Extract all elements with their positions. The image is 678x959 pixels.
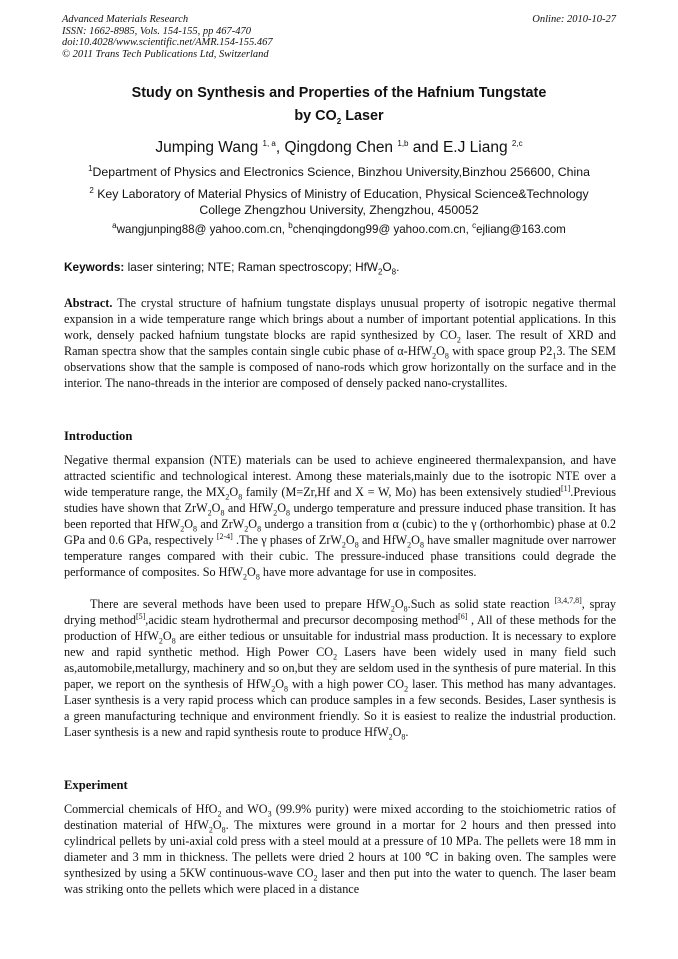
keywords-text: O: [382, 260, 392, 274]
paper-title: [62, 82, 616, 128]
body-text: and HfW: [224, 501, 274, 515]
body-text: , spray drying method: [64, 597, 616, 627]
author-list: [62, 139, 616, 157]
subscript: 2: [217, 809, 222, 819]
subscript: 8: [171, 636, 176, 646]
subscript: 2: [180, 524, 185, 534]
body-text: O: [411, 533, 420, 547]
subscript: 2: [333, 652, 338, 662]
citation-ref[interactable]: [5]: [135, 611, 146, 621]
body-text: O: [277, 501, 287, 515]
body-text: O: [229, 485, 239, 499]
email-address[interactable]: ejliang@163.com: [476, 223, 566, 236]
subscript: 2: [158, 636, 163, 646]
body-text: O: [392, 725, 402, 739]
title-subscript: 2: [336, 116, 342, 126]
keywords-text: .: [396, 260, 400, 274]
body-text: (99.9% purity) were mixed according to the stoichiometric ratios of destination material of HfW: [64, 802, 617, 832]
subscript: 8: [354, 540, 359, 550]
body-text: O: [184, 517, 194, 531]
subscript: 8: [193, 524, 198, 534]
email-mark: c: [472, 221, 477, 231]
body-text: O: [211, 501, 221, 515]
journal-name: Advanced Materials Research: [62, 14, 189, 25]
affiliation-mark: 1: [88, 163, 93, 173]
abstract-text: O: [436, 344, 445, 358]
subscript: 2: [225, 492, 230, 502]
subscript: 8: [401, 732, 406, 742]
subscript: 8: [238, 492, 243, 502]
body-text: .: [405, 725, 409, 739]
author-affiliation-mark: 1,b: [397, 138, 409, 148]
body-text: Lasers have been widely used in many field such as,automobile,metallurgy, machinery and so on,but they are seldom used in the synthesis of pure material. In this paper, we report on the synthesis of HfW: [64, 645, 616, 691]
subscript: 8: [444, 351, 449, 361]
subscript: 8: [403, 604, 408, 614]
online-date: Online: 2010-10-27: [532, 14, 616, 25]
abstract: [64, 295, 616, 391]
body-text: and ZrW: [197, 517, 245, 531]
introduction-paragraph-1: [64, 452, 616, 580]
body-text: .The γ phases of ZrW: [232, 533, 342, 547]
subscript: 2: [271, 684, 276, 694]
author-name: Jumping Wang: [155, 139, 263, 156]
abstract-label: Abstract.: [64, 296, 113, 310]
email-mark: b: [288, 221, 293, 231]
subscript: 8: [255, 572, 260, 582]
keywords: [64, 260, 616, 277]
section-heading-experiment: Experiment: [64, 778, 128, 792]
email-mark: a: [112, 221, 117, 231]
author-affiliation-mark: 2,c: [511, 138, 523, 148]
abstract-text: laser. The result of XRD and Raman spectra show that the samples contain single cubic phase of α-HfW: [64, 328, 616, 358]
subscript: 8: [286, 508, 291, 518]
body-text: .Previous studies have shown that ZrW: [64, 485, 616, 515]
author-affiliation-mark: 1, a: [262, 138, 276, 148]
body-text: undergo a transition from α (cubic) to the γ (orthorhombic) phase at 0.2 GPa and 0.6 GPa, respectively: [64, 517, 616, 547]
keywords-text: laser sintering; NTE; Raman spectroscopy; HfW: [124, 260, 379, 274]
subscript: 8: [419, 540, 424, 550]
body-text: Commercial chemicals of HfO: [64, 802, 218, 816]
abstract-text: with space group P2: [448, 344, 553, 358]
body-text: Negative thermal expansion (NTE) materials can be used to achieve engineered thermalexpansion, and have attracted scientific and technological interest. Among these materials,mainly due to the isotropic NTE over a wide temperature range, the MX: [64, 453, 616, 499]
affiliation-text: Department of Physics and Electronics Science, Binzhou University,Binzhou 256600, China: [92, 165, 590, 179]
body-text: . The mixtures were ground in a mortar for 2 hours and then pressed into cylindrical pellets by uni-axial cold press with a steel mould at a pressure of 10 MPa. The pellets were 18 mm in diameter and 3 mm in thickness. The pellets were dried 2 hours at 100 ℃ in baking oven. The samples were synthesized by using a 5KW continuous-wave CO: [64, 818, 617, 880]
subscript: 1: [552, 351, 557, 361]
subscript: 2: [404, 684, 409, 694]
affiliation-mark: 2: [89, 185, 94, 195]
body-text: have smaller magnitude over narrower temperature ranges compared with their cubic. The pressure-induced phase transitions could degrade the performance of composites. So HfW: [64, 533, 616, 579]
body-text: O: [212, 818, 222, 832]
subscript: 2: [207, 508, 212, 518]
subscript: 2: [456, 335, 461, 345]
subscript: 2: [388, 732, 393, 742]
subscript: 2: [313, 873, 318, 883]
citation-ref[interactable]: [3,4,7,8]: [554, 595, 582, 605]
affiliation-1: [62, 165, 616, 181]
body-text: are either tedious or unsuitable for industrial mass production. It is necessary to explore new and rapid synthetic method. High Power CO: [64, 629, 617, 659]
affiliation-2: [62, 187, 616, 218]
body-text: laser and then put into the water to quench. The laser beam was striking onto the pellets which were placed in a distance: [64, 866, 616, 896]
title-line-1: Study on Synthesis and Properties of the Hafnium Tungstate: [131, 85, 547, 101]
keywords-label: Keywords:: [64, 260, 125, 274]
subscript: 8: [220, 508, 225, 518]
title-line-2: [62, 105, 616, 128]
abstract-text: 3. The SEM observations show that the sample is composed of nano-rods which grow horizontally on the surface and in the interior. The nano-threads in the interior are composed of densely packed nano-crystallites.: [64, 344, 616, 390]
subscript: 2: [208, 825, 213, 835]
introduction-paragraph-2: [64, 596, 616, 740]
email-address[interactable]: wangjunping88@ yahoo.com.cn,: [116, 223, 289, 236]
body-text: with a high power CO: [288, 677, 405, 691]
subscript: 3: [267, 809, 272, 819]
author-emails: [62, 223, 616, 236]
journal-header: [62, 14, 616, 60]
body-text: .Such as solid state reaction: [407, 597, 555, 611]
subscript: 8: [391, 267, 397, 277]
body-text: laser. This method has many advantages. Laser synthesis is a very rapid process which can produce samples in a few seconds. Besides, Laser synthesis is a green manufacturing technique and environment friendly. So it is easiest to realize the industrial production. Laser synthesis is a new and rapid synthesis route to produce HfW: [64, 677, 616, 739]
title-text: by CO: [294, 108, 337, 124]
subscript: 8: [221, 825, 226, 835]
body-text: O: [162, 629, 172, 643]
citation-ref[interactable]: [2-4]: [216, 531, 233, 541]
body-text: family (M=Zr,Hf and X = W, Mo) has been extensively studied: [242, 485, 561, 499]
body-text: O: [394, 597, 404, 611]
email-address[interactable]: chenqingdong99@ yahoo.com.cn,: [292, 223, 473, 236]
section-heading-introduction: Introduction: [64, 429, 133, 443]
body-text: and HfW: [358, 533, 408, 547]
subscript: 2: [341, 540, 346, 550]
body-text: O: [248, 517, 258, 531]
body-text: , All of these methods for the production of HfW: [64, 613, 616, 643]
subscript: 2: [244, 524, 249, 534]
author-name: , Qingdong Chen: [275, 139, 398, 156]
affiliation-text: Key Laboratory of Material Physics of Ministry of Education, Physical Science&Technology: [93, 187, 589, 201]
affiliation-line: [62, 187, 616, 203]
subscript: 2: [273, 508, 278, 518]
copyright-line: © 2011 Trans Tech Publications Ltd, Switzerland: [62, 48, 269, 60]
subscript: 2: [243, 572, 248, 582]
body-text: O: [275, 677, 284, 691]
citation-ref[interactable]: [1]: [560, 483, 571, 493]
body-text: and WO: [221, 802, 268, 816]
abstract-text: The crystal structure of hafnium tungstate displays unusual property of isotropic negative thermal expansion in a wide temperature range which brings about a number of important potential applications. In this work, densely packed hafnium tungstate blocks are rapid synthesized by CO: [64, 296, 616, 342]
issn-line: ISSN: 1662-8985, Vols. 154-155, pp 467-470: [62, 25, 251, 37]
subscript: 2: [432, 351, 437, 361]
body-text: ,acidic steam hydrothermal and precursor decomposing method: [145, 613, 459, 627]
experiment-paragraph: [64, 801, 616, 897]
subscript: 8: [284, 684, 288, 694]
body-text: have more advantage for use in composites.: [259, 565, 477, 579]
subscript: 2: [378, 267, 383, 277]
body-text: O: [345, 533, 355, 547]
body-text: undergo temperature and pressure induced phase transition. It has been reported that HfW: [64, 501, 616, 531]
title-text: Laser: [341, 108, 384, 124]
subscript: 8: [257, 524, 262, 534]
citation-ref[interactable]: [6]: [458, 611, 468, 621]
subscript: 2: [407, 540, 412, 550]
body-text: There are several methods have been used to prepare HfW: [90, 597, 391, 611]
affiliation-text: College Zhengzhou University, Zhengzhou, 450052: [199, 202, 479, 217]
doi-line: doi:10.4028/www.scientific.net/AMR.154-155.467: [62, 37, 273, 49]
body-text: O: [247, 565, 256, 579]
subscript: 2: [390, 604, 395, 614]
author-name: and E.J Liang: [408, 139, 512, 156]
